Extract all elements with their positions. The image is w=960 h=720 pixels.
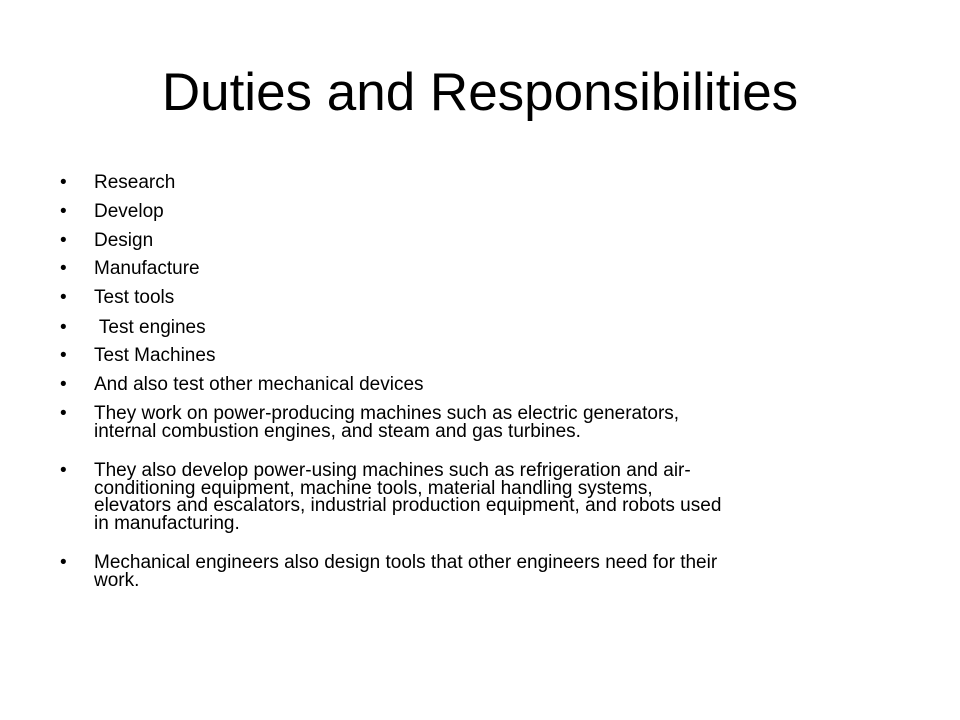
bullet-text: internal combustion engines, and steam and gas turbines. bbox=[94, 420, 581, 442]
bullet-text: They also develop power-using machines such as refrigeration and air- bbox=[94, 460, 691, 481]
bullet-text: And also test other mechanical devices bbox=[94, 374, 424, 395]
bullet-marker: • bbox=[60, 460, 67, 481]
bullet-text: Develop bbox=[94, 201, 164, 222]
bullet-marker: • bbox=[60, 345, 67, 366]
bullet-text: Test Machines bbox=[94, 345, 216, 366]
bullet-marker: • bbox=[60, 317, 67, 338]
bullet-marker: • bbox=[60, 172, 67, 193]
bullet-text: work. bbox=[94, 569, 140, 591]
bullet-marker: • bbox=[60, 403, 67, 424]
bullet-text: Test tools bbox=[94, 287, 175, 308]
bullet-marker: • bbox=[60, 258, 67, 279]
bullet-text: Mechanical engineers also design tools that other engineers need for their bbox=[94, 552, 718, 573]
bullet-marker: • bbox=[60, 201, 67, 222]
bullet-text: Manufacture bbox=[94, 258, 200, 279]
bullet-text: conditioning equipment, machine tools, material handling systems, bbox=[94, 477, 653, 499]
bullet-text: Research bbox=[94, 172, 176, 193]
slide-title: Duties and Responsibilities bbox=[161, 63, 799, 122]
bullet-marker: • bbox=[60, 552, 67, 573]
bullet-marker: • bbox=[60, 230, 67, 251]
bullet-marker: • bbox=[60, 374, 67, 395]
bullet-marker: • bbox=[60, 287, 67, 308]
bullet-text: Design bbox=[94, 230, 154, 251]
bullet-text: They work on power-producing machines such as electric generators, bbox=[94, 403, 680, 424]
bullet-text: elevators and escalators, industrial production equipment, and robots used bbox=[94, 495, 722, 516]
bullet-text: in manufacturing. bbox=[94, 512, 240, 534]
bullet-text: Test engines bbox=[94, 317, 206, 338]
